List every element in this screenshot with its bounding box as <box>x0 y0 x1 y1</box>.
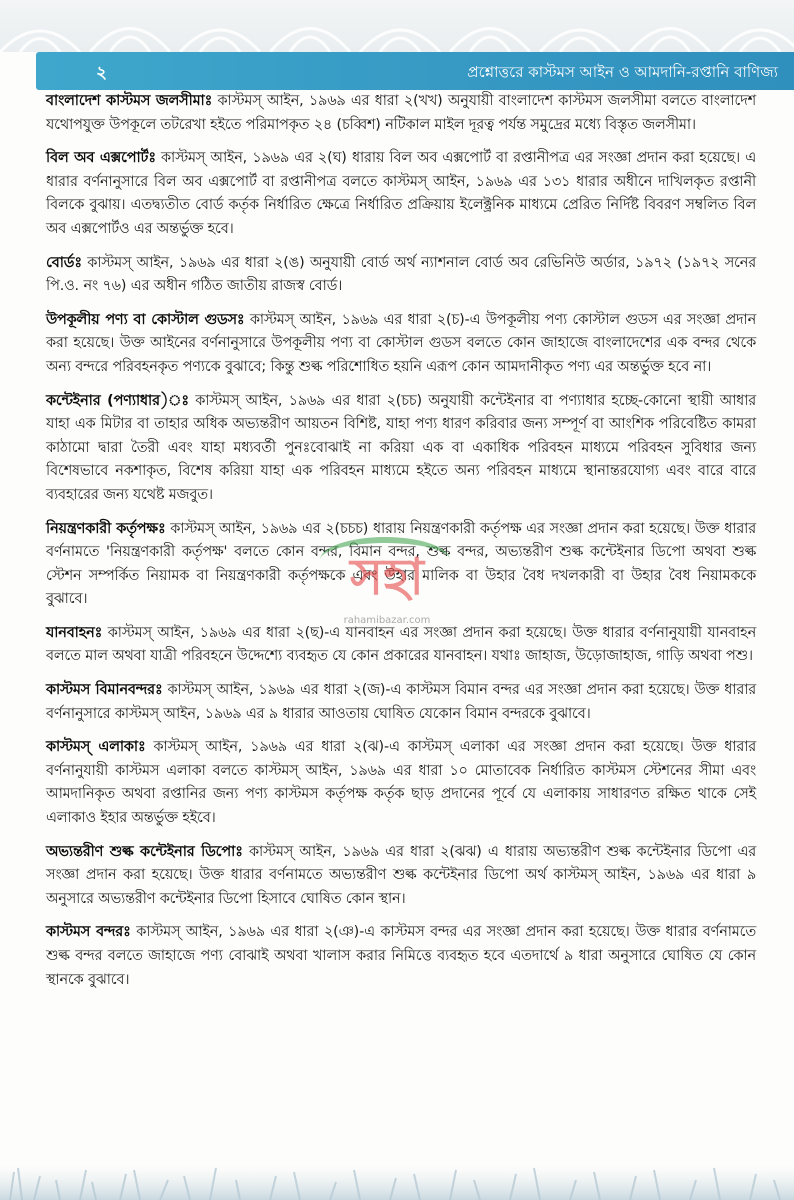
definition-entry <box>46 736 756 830</box>
definition-text: কাস্টমস্ আইন, ১৯৬৯ এর ধারা ২(ঝ)-এ কাস্টমস্ এলাকা এর সংজ্ঞা প্রদান করা হয়েছে। উক্ত ধারার বর্ণনানুযায়ী কাস্টমস এলাকা বলতে কাস্টমস্ আইন, ১৯৬৯ এর ধারা ১০ মোতাবেক নির্ধারিত কাস্টমস স্টেশনের সীমা এবং আমদানিকৃত অথবা রপ্তানির জন্য পণ্য কাস্টমস কর্তৃপক্ষ কর্তৃক ছাড় প্রদানের পূর্বে যে এলাকায় সাধারণত রক্ষিত থাকে সেই এলাকাও ইহার অন্তর্ভুক্ত হইবে। <box>46 739 756 827</box>
definition-text: কাস্টমস্ আইন, ১৯৬৯ এর ধারা ২(খখ) অনুযায়ী বাংলাদেশ কাস্টমস জলসীমা বলতে বাংলাদেশ যথোপযুক্ত উপকূলে তটরেখা হইতে পরিমাপকৃত ২৪ (চব্বিশ) নটিকাল মাইল দূরত্ব পর্যন্ত সমুদ্রের মধ্যে বিস্তৃত জলসীমা। <box>46 93 756 133</box>
definition-entry <box>46 252 756 299</box>
definition-term: বাংলাদেশ কাস্টমস জলসীমাঃ <box>46 93 213 109</box>
running-header-bar <box>36 52 794 90</box>
definition-entry <box>46 147 756 241</box>
definitions-body <box>46 90 756 1002</box>
definition-text: কাস্টমস্ আইন, ১৯৬৯ এর ধারা ২(ছ)-এ যানবাহন এর সংজ্ঞা প্রদান করা হয়েছে। উক্ত ধারার বর্ণনানুযায়ী যানবাহন বলতে মাল অথবা যাত্রী পরিবহনে উদ্দেশ্যে ব্যবহৃত যে কোন প্রকারের যানবাহন। যথাঃ জাহাজ, উড়োজাহাজ, গাড়ি অথবা পশু। <box>46 624 756 665</box>
definition-entry <box>46 921 756 992</box>
definition-entry <box>46 622 756 669</box>
definition-text: কাস্টমস্ আইন, ১৯৬৯ এর ধারা ২(ঝঝ) এ ধারায় অভ্যন্তরীণ শুল্ক কন্টেইনার ডিপো এর সংজ্ঞা প্রদান করা হয়েছে। উক্ত ধারার বর্ণনামতে অভ্যন্তরীণ শুল্ক কন্টেইনার ডিপো অর্থ কাস্টমস্ আইন, ১৯৬৯ এর ধারা ৯ অনুসারে অভ্যন্তরীণ কন্টেইনার ডিপো হিসাবে ঘোষিত কোন স্থান। <box>46 843 756 907</box>
definition-text: কাস্টমস্ আইন, ১৯৬৯ এর ২(চচচ) ধারায় নিয়ন্ত্রণকারী কর্তৃপক্ষ এর সংজ্ঞা প্রদান করা হয়েছে। উক্ত ধারার বর্ণনামতে 'নিয়ন্ত্রণকারী কর্তৃপক্ষ' বলতে কোন বন্দর, বিমান বন্দর, শুল্ক বন্দর, অভ্যন্তরীণ শুল্ক কন্টেইনার ডিপো অথবা শুল্ক স্টেশন সম্পর্কিত নিয়ামক বা নিয়ন্ত্রণকারী কর্তৃপক্ষকে এবং উহার মালিক বা উহার বৈধ দখলকারী বা উহার বৈধ নিয়ামককে বুঝাবে। <box>46 520 756 608</box>
definition-entry <box>46 309 756 380</box>
definition-text: কাস্টমস্ আইন, ১৯৬৯ এর ২(ঘ) ধারায় বিল অব এক্সপোর্ট বা রপ্তানীপত্র এর সংজ্ঞা প্রদান করা হয়েছে। এ ধারার বর্ণনানুসারে বিল অব এক্সপোর্ট বা রপ্তানীপত্র বলতে কাস্টমস্ আইন, ১৯৬৯ এর ১৩১ ধারার অধীনে দাখিলকৃত রপ্তানী বিলকে বুঝায়। এতদ্ব্যতীত বোর্ড কর্তৃক নির্ধারিত ক্ষেত্রে নির্ধারিত প্রক্রিয়ায় ইলেক্ট্রনিক মাধ্যমে প্রেরিত নির্দিষ্ট বিবরণ সম্বলিত বিল অব এক্সপোর্টও এর অন্তর্ভুক্ত হবে। <box>46 150 757 237</box>
definition-entry <box>46 90 756 137</box>
definition-entry <box>46 390 756 508</box>
definition-term: নিয়ন্ত্রণকারী কর্তৃপক্ষঃ <box>46 520 166 537</box>
definition-term: অভ্যন্তরীণ শুল্ক কন্টেইনার ডিপোঃ <box>46 843 243 860</box>
definition-term: কাস্টমস্ এলাকাঃ <box>46 739 146 756</box>
decorative-top-pattern <box>0 0 794 52</box>
definition-term: কাস্টমস বিমানবন্দরঃ <box>46 682 163 699</box>
definition-term: কাস্টমস বন্দরঃ <box>46 924 131 941</box>
definition-term: যানবাহনঃ <box>46 624 103 641</box>
decorative-grass-border <box>0 1110 794 1200</box>
running-head-title: প্রশ্নোত্তরে কাস্টমস আইন ও আমদানি-রপ্তানি বাণিজ্য <box>467 63 778 81</box>
definition-term: বিল অব এক্সপোর্টঃ <box>46 150 156 167</box>
definition-text: কাস্টমস্ আইন, ১৯৬৯ এর ধারা ২(জ)-এ কাস্টমস বিমান বন্দর এর সংজ্ঞা প্রদান করা হয়েছে। উক্ত ধারার বর্ণনানুসারে কাস্টমস্ আইন, ১৯৬৯ এর ৯ ধারার আওতায় ঘোষিত যেকোন বিমান বন্দরকে বুঝাবে। <box>46 682 757 722</box>
definition-text: কাস্টমস্ আইন, ১৯৬৯ এর ধারা ২(চ)-এ উপকূলীয় পণ্য কোস্টাল গুডস এর সংজ্ঞা প্রদান করা হয়েছে। উক্ত আইনের বর্ণনানুসারে উপকূলীয় পণ্য বা কোস্টাল গুডস বলতে কোন জাহাজে বাংলাদেশের এক বন্দর থেকে অন্য বন্দরে পরিবহনকৃত পণ্যকে বুঝাবে; কিন্তু শুল্ক পরিশোধিত হয়নি এরূপ কোন আমদানীকৃত পণ্য এর অন্তর্ভুক্ত হবে না। <box>46 311 757 375</box>
definition-term: কন্টেইনার (পণ্যাধার)ঃ <box>46 392 189 409</box>
page-number: ২ <box>96 63 108 83</box>
definition-entry <box>46 841 756 912</box>
definition-term: বোর্ডঃ <box>46 254 82 271</box>
definition-term: উপকূলীয় পণ্য বা কোস্টাল গুডসঃ <box>46 311 245 328</box>
definition-text: কাস্টমস্ আইন, ১৯৬৯ এর ধারা ২(চচ) অনুযায়ী কন্টেইনার বা পণ্যাধার হচ্ছে-কোনো স্থায়ী আধার যাহা এক মিটার বা তাহার অধিক অভ্যন্তরীণ আয়তন বিশিষ্ট, যাহা পণ্য ধারণ করিবার জন্য সম্পূর্ণ বা আংশিক পরিবেষ্টিত কামরা কাঠামো দ্বারা তৈরী এবং যাহা মধ্যবর্তী পুনঃবোঝাই না করিয়া এক বা একাধিক পরিবহন মাধ্যমে পরিবহন সুবিধার জন্য বিশেষভাবে নকশাকৃত, বিশেষ করিয়া যাহা এক পরিবহন মাধ্যমে হইতে অন্য পরিবহন মাধ্যমে স্থানান্তরযোগ্য এবং বারে বারে ব্যবহারের জন্য যথেষ্ট মজবুত। <box>46 392 757 503</box>
definition-entry <box>46 679 756 726</box>
watermark-url: rahamibazar.com <box>343 615 431 626</box>
definition-entry <box>46 518 756 612</box>
definition-text: কাস্টমস্ আইন, ১৯৬৯ এর ধারা ২(ঙ) অনুযায়ী বোর্ড অর্থ ন্যাশনাল বোর্ড অব রেভিনিউ অর্ডার, ১৯৭২ (১৯৭২ সনের পি.ও. নং ৭৬) এর অধীন গঠিত জাতীয় রাজস্ব বোর্ড। <box>46 254 756 295</box>
watermark-logo-text: সহা <box>350 548 424 606</box>
definition-text: কাস্টমস্ আইন, ১৯৬৯ এর ধারা ২(ঞ)-এ কাস্টমস বন্দর এর সংজ্ঞা প্রদান করা হয়েছে। উক্ত ধারার বর্ণনামতে শুল্ক বন্দর বলতে জাহাজে পণ্য বোঝাই অথবা খালাস করার নিমিত্তে ব্যবহৃত হবে এতদার্থে ৯ ধারা অনুসারে ঘোষিত যে কোন স্থানকে বুঝাবে। <box>46 924 756 988</box>
